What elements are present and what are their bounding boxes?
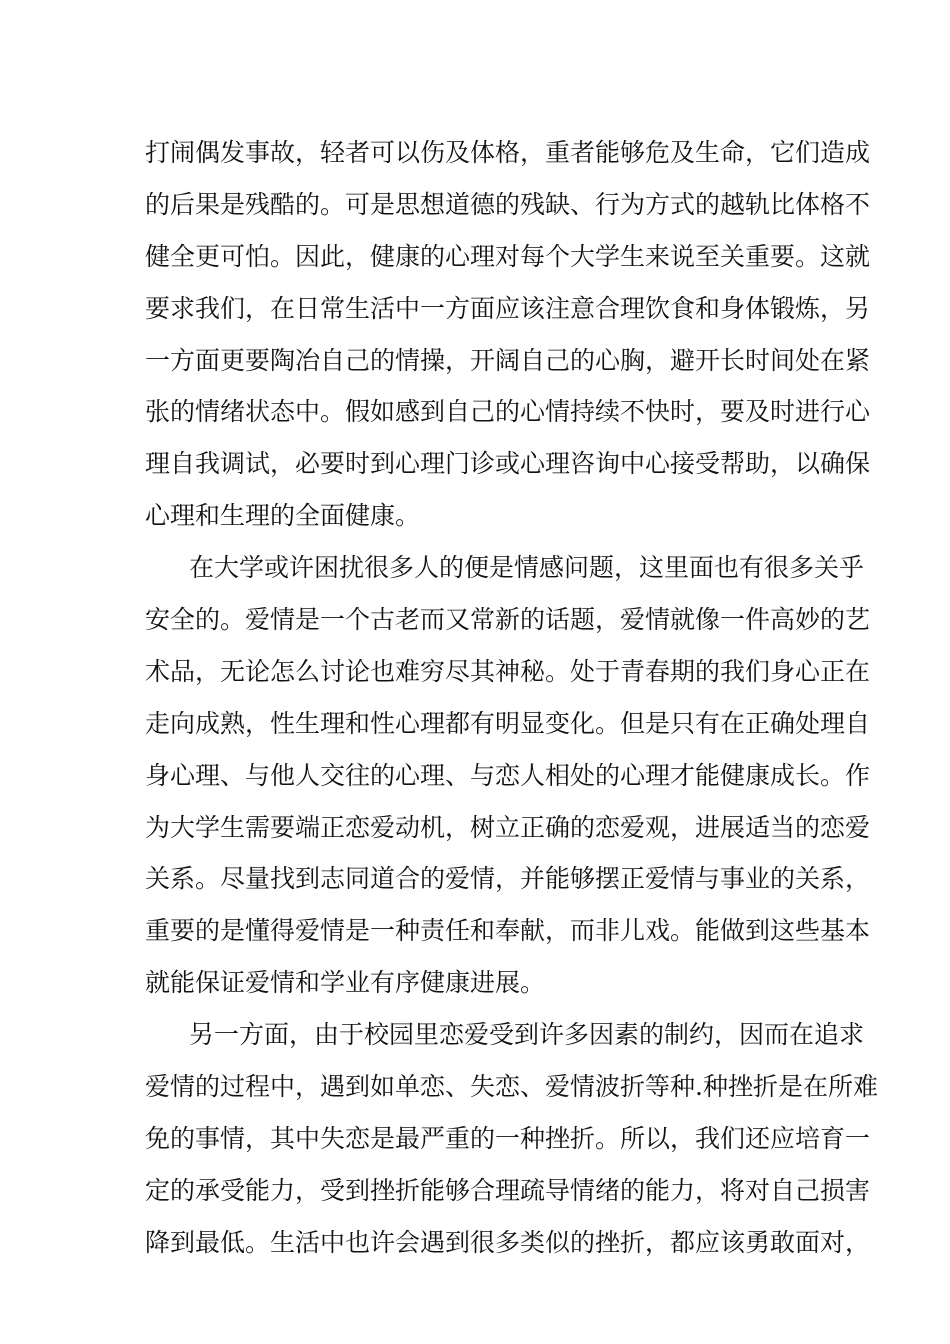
text-line: 的后果是残酷的。可是思想道德的残缺、行为方式的越轨比体格不 — [145, 189, 871, 219]
paragraph — [145, 542, 871, 1009]
text-line: 打闹偶发事故，轻者可以伤及体格，重者能够危及生命，它们造成 — [145, 138, 871, 167]
text-line: 一方面更要陶冶自己的情操，开阔自己的心胸，避开长时间处在紧 — [145, 345, 871, 375]
text-line: 身心理、与他人交往的心理、与恋人相处的心理才能健康成长。作 — [145, 760, 871, 790]
text-line: 张的情绪状态中。假如感到自己的心情持续不快时，要及时进行心 — [145, 397, 871, 427]
text-line: 走向成熟，性生理和性心理都有明显变化。但是只有在正确处理自 — [145, 708, 871, 738]
paragraph — [145, 1009, 878, 1268]
text-line: 理自我调试，必要时到心理门诊或心理咨询中心接受帮助，以确保 — [145, 449, 871, 479]
text-line: 安全的。爱情是一个古老而又常新的话题，爱情就像一件高妙的艺 — [145, 605, 871, 635]
text-line: 免的事情，其中失恋是最严重的一种挫折。所以，我们还应培育一 — [145, 1123, 871, 1153]
text-line: 就能保证爱情和学业有序健康进展。 — [145, 968, 546, 998]
text-line: 术品，无论怎么讨论也难穷尽其神秘。处于青春期的我们身心正在 — [145, 656, 871, 686]
paragraph — [145, 127, 871, 542]
text-line: 要求我们，在日常生活中一方面应该注意合理饮食和身体锻炼，另 — [145, 293, 871, 323]
text-line: 定的承受能力，受到挫折能够合理疏导情绪的能力，将对自己损害 — [145, 1175, 871, 1205]
text-line: 心理和生理的全面健康。 — [145, 501, 421, 531]
text-line: 降到最低。生活中也许会遇到很多类似的挫折，都应该勇敢面对， — [145, 1227, 871, 1257]
text-line: 健全更可怕。因此，健康的心理对每个大学生来说至关重要。这就 — [145, 241, 871, 271]
text-line: 在大学或许困扰很多人的便是情感问题，这里面也有很多关乎 — [189, 553, 865, 583]
body-text — [145, 127, 878, 1269]
text-line: 为大学生需要端正恋爱动机，树立正确的恋爱观，进展适当的恋爱 — [145, 812, 871, 842]
text-line: 另一方面，由于校园里恋爱受到许多因素的制约，因而在追求 — [189, 1020, 865, 1050]
text-line: 关系。尽量找到志同道合的爱情，并能够摆正爱情与事业的关系， — [145, 864, 871, 894]
text-line: 重要的是懂得爱情是一种责任和奉献，而非儿戏。能做到这些基本 — [145, 916, 871, 946]
text-line: 爱情的过程中，遇到如单恋、失恋、爱情波折等种.种挫折是在所难 — [145, 1072, 878, 1102]
